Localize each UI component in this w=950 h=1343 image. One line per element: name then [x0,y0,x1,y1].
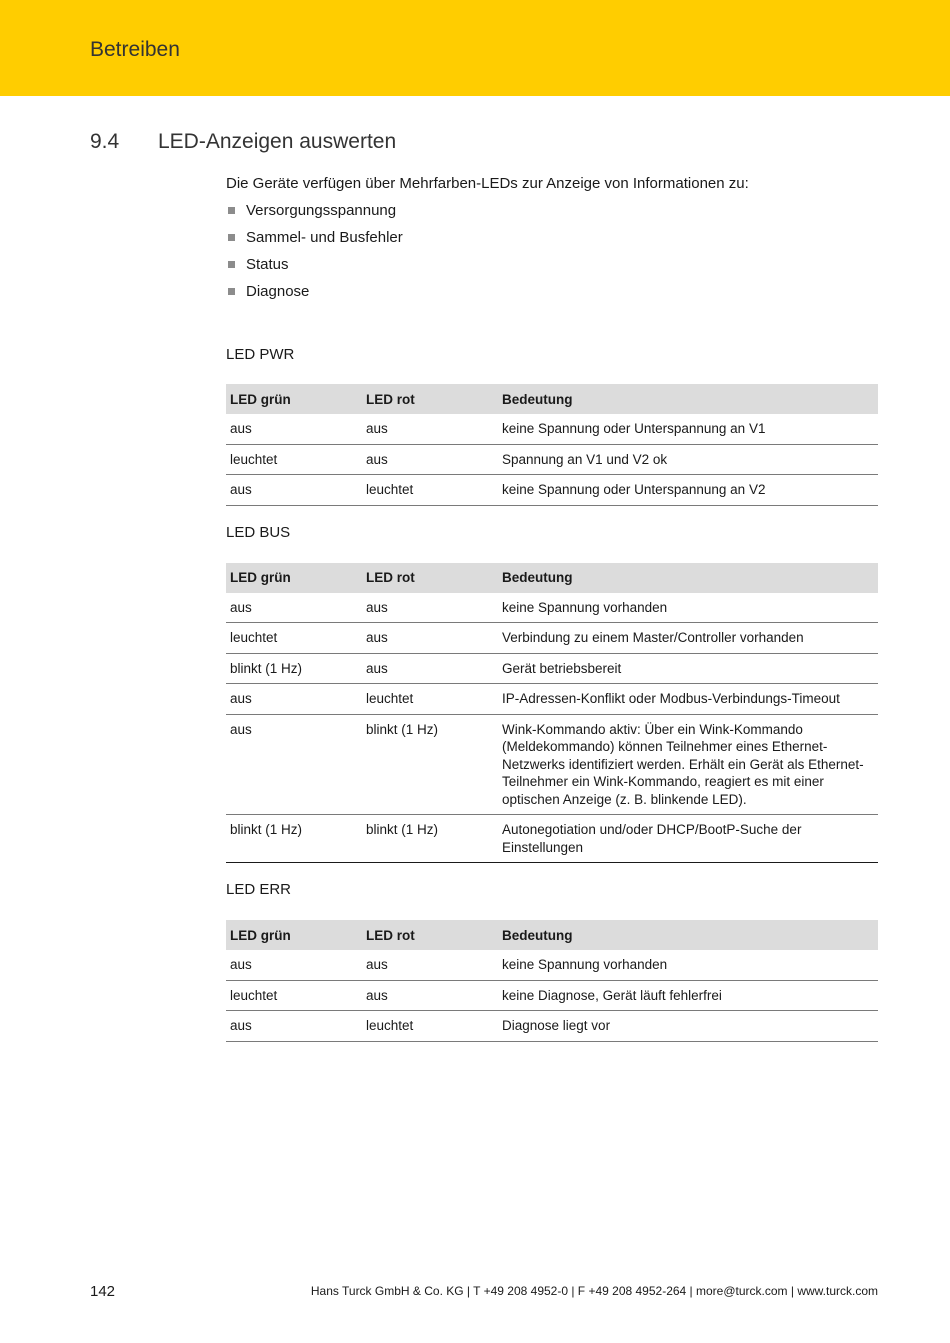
square-bullet-icon [228,288,235,295]
chapter-title: Betreiben [90,38,180,61]
column-header: Bedeutung [498,563,878,593]
table-cell: aus [226,684,362,715]
table-cell: IP-Adressen-Konflikt oder Modbus-Verbindungs-Timeout [498,684,878,715]
table-cell: aus [226,475,362,506]
table-row [226,950,878,980]
table-cell: keine Spannung vorhanden [498,950,878,980]
table-cell: aus [226,950,362,980]
column-header: LED rot [362,384,498,414]
column-header: LED rot [362,920,498,950]
table-row [226,653,878,684]
table-cell: Autonegotiation und/oder DHCP/BootP-Suche der Einstellungen [498,815,878,863]
table-cell: Wink-Kommando aktiv: Über ein Wink-Kommando (Meldekommando) können Teilnehmer eines Ethernet-Netzwerks identifiziert werden. Erhält ein Gerät als Ethernet-Teilnehmer ein Wink-Kommando, reagiert es mit einer optischen Anzeige (z. B. blinkende LED). [498,714,878,815]
table-caption-pwr: LED PWR [226,346,295,363]
table-cell: Diagnose liegt vor [498,1011,878,1042]
list-item: Status [226,254,878,281]
table-cell: aus [362,653,498,684]
table-cell: leuchtet [362,475,498,506]
table-cell: aus [362,593,498,623]
table-cell: keine Spannung vorhanden [498,593,878,623]
led-err-table [226,920,878,1042]
table-row [226,475,878,506]
table-header-row [226,384,878,414]
table-cell: Verbindung zu einem Master/Controller vorhanden [498,623,878,654]
table-row [226,1011,878,1042]
table-row [226,623,878,654]
list-item: Diagnose [226,281,878,308]
table-cell: aus [226,414,362,444]
led-bus-table [226,563,878,864]
square-bullet-icon [228,234,235,241]
section-number: 9.4 [90,130,120,153]
table-cell: leuchtet [226,623,362,654]
column-header: LED grün [226,563,362,593]
table-header-row [226,920,878,950]
table-cell: aus [362,444,498,475]
table-cell: aus [226,714,362,815]
table-cell: aus [362,414,498,444]
table-cell: blinkt (1 Hz) [226,815,362,863]
table-cell: blinkt (1 Hz) [362,815,498,863]
table-row [226,714,878,815]
table-cell: aus [226,1011,362,1042]
column-header: LED grün [226,384,362,414]
table-header-row [226,563,878,593]
table-cell: leuchtet [226,444,362,475]
header-band [0,0,950,96]
table-cell: Spannung an V1 und V2 ok [498,444,878,475]
square-bullet-icon [228,207,235,214]
table-cell: blinkt (1 Hz) [362,714,498,815]
table-cell: blinkt (1 Hz) [226,653,362,684]
table-cell: Gerät betriebsbereit [498,653,878,684]
table-row [226,980,878,1011]
column-header: Bedeutung [498,920,878,950]
table-cell: keine Spannung oder Unterspannung an V2 [498,475,878,506]
led-pwr-table [226,384,878,506]
column-header: Bedeutung [498,384,878,414]
table-cell: leuchtet [362,1011,498,1042]
bullet-list [226,200,878,308]
list-item: Versorgungsspannung [226,200,878,227]
table-cell: keine Diagnose, Gerät läuft fehlerfrei [498,980,878,1011]
page-number: 142 [90,1283,116,1300]
table-cell: aus [362,950,498,980]
square-bullet-icon [228,261,235,268]
table-cell: leuchtet [362,684,498,715]
footer-contact: Hans Turck GmbH & Co. KG | T +49 208 4952-0 | F +49 208 4952-264 | more@turck.com | www.turck.com [310,1284,878,1298]
table-caption-bus: LED BUS [226,523,291,541]
table-cell: aus [226,593,362,623]
table-cell: leuchtet [226,980,362,1011]
table-caption-err: LED ERR [226,881,292,898]
table-cell: keine Spannung oder Unterspannung an V1 [498,414,878,444]
table-row [226,815,878,863]
table-cell: aus [362,623,498,654]
main-content [226,173,878,1042]
section-title: LED-Anzeigen auswerten [158,130,397,153]
intro-text: Die Geräte verfügen über Mehrfarben-LEDs zur Anzeige von Informationen zu: [226,175,749,192]
table-row [226,684,878,715]
table-cell: aus [362,980,498,1011]
table-row [226,414,878,444]
column-header: LED grün [226,920,362,950]
table-row [226,444,878,475]
column-header: LED rot [362,563,498,593]
list-item: Sammel- und Busfehler [226,227,878,254]
table-row [226,593,878,623]
